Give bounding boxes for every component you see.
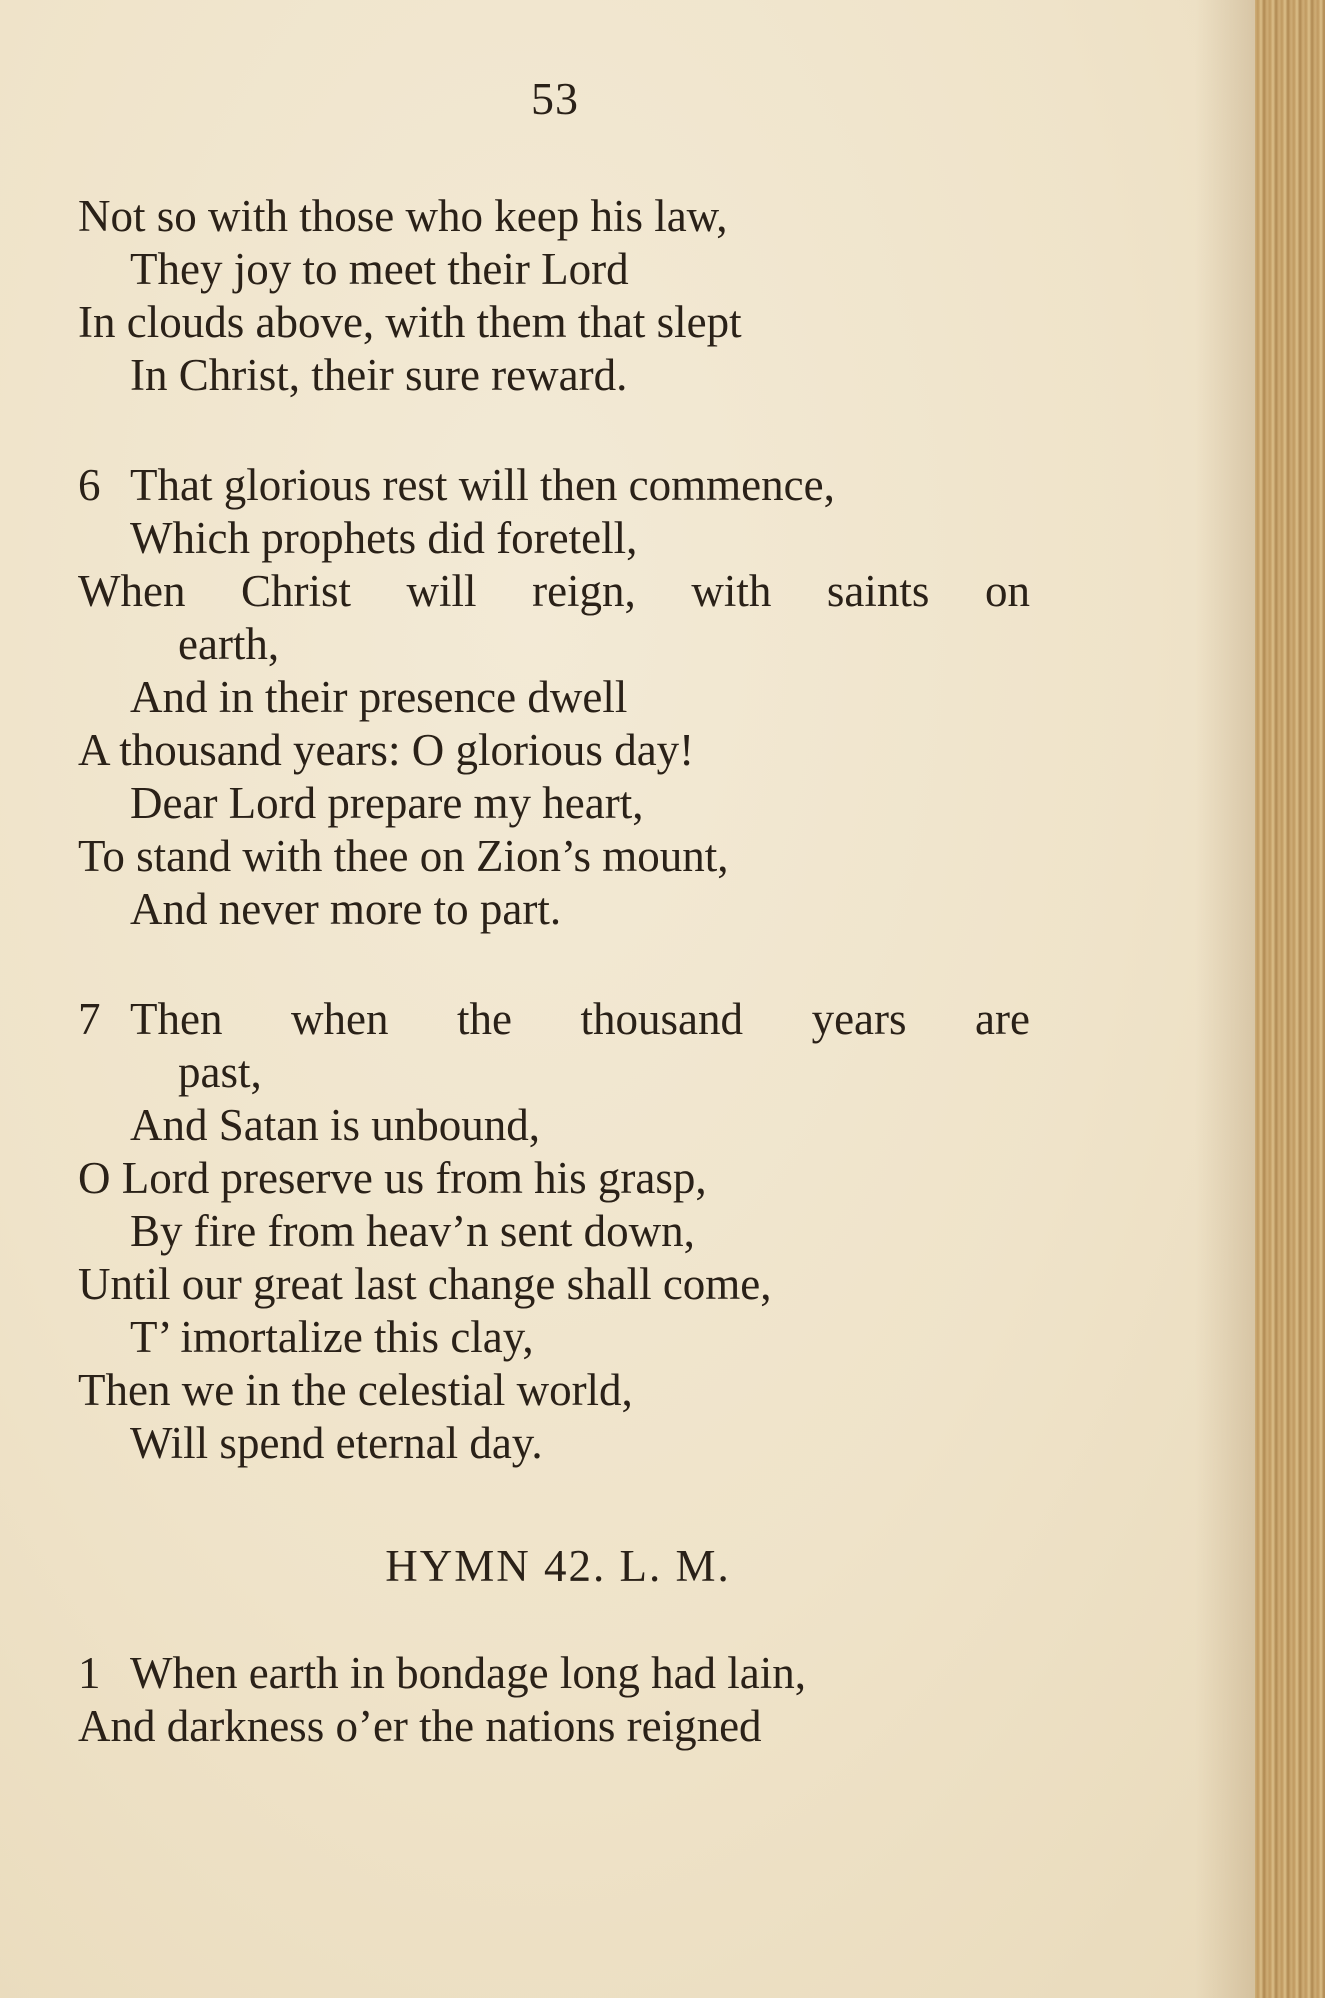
verse-text: That glorious rest will then commence, bbox=[130, 460, 835, 510]
verse-line: Not so with those who keep his law, bbox=[78, 191, 728, 241]
word: reign, bbox=[532, 566, 636, 616]
verse-line: And never more to part. bbox=[130, 884, 562, 934]
word: on bbox=[984, 566, 1030, 616]
verse-line-wrap: past, bbox=[178, 1047, 262, 1097]
verse-line: O Lord preserve us from his grasp, bbox=[78, 1153, 707, 1203]
verse-line: Then we in the celestial world, bbox=[78, 1365, 633, 1415]
verse-line: In clouds above, with them that slept bbox=[78, 297, 742, 347]
hymn-text bbox=[78, 190, 1038, 1753]
verse-line: A thousand years: O glorious day! bbox=[78, 725, 695, 775]
word: are bbox=[975, 994, 1030, 1044]
stanza-number: 6 bbox=[78, 460, 101, 510]
verse-line bbox=[78, 459, 1038, 512]
page-gutter-shadow bbox=[1195, 0, 1255, 1998]
word: thousand bbox=[580, 994, 744, 1044]
word: with bbox=[691, 566, 772, 616]
word: When bbox=[78, 566, 186, 616]
page-edge bbox=[1255, 0, 1325, 1998]
verse-line-justified bbox=[78, 565, 1030, 618]
verse-text: When earth in bondage long had lain, bbox=[130, 1648, 807, 1698]
verse-line-justified bbox=[78, 993, 1030, 1046]
verse-line-wrap: earth, bbox=[178, 619, 280, 669]
verse-line: Will spend eternal day. bbox=[130, 1418, 543, 1468]
word: when bbox=[291, 994, 389, 1044]
verse-line: And in their presence dwell bbox=[130, 672, 628, 722]
verse-line: In Christ, their sure reward. bbox=[130, 350, 628, 400]
stanza-number: 1 bbox=[78, 1648, 101, 1698]
verse-line: To stand with thee on Zion’s mount, bbox=[78, 831, 729, 881]
verse-line: And Satan is unbound, bbox=[130, 1100, 540, 1150]
hymn-heading: HYMN 42. L. M. bbox=[385, 1541, 731, 1591]
verse-line: By fire from heav’n sent down, bbox=[130, 1206, 695, 1256]
verse-line bbox=[78, 1647, 1038, 1700]
word: will bbox=[406, 566, 477, 616]
word: years bbox=[811, 994, 907, 1044]
verse-line: T’ imortalize this clay, bbox=[130, 1312, 534, 1362]
word: the bbox=[457, 994, 512, 1044]
verse-line: And darkness o’er the nations reigned bbox=[78, 1701, 762, 1751]
verse-line: They joy to meet their Lord bbox=[130, 244, 629, 294]
verse-line: Until our great last change shall come, bbox=[78, 1259, 772, 1309]
word: saints bbox=[826, 566, 930, 616]
verse-line: Dear Lord prepare my heart, bbox=[130, 778, 644, 828]
verse-line: Which prophets did foretell, bbox=[130, 513, 638, 563]
page-number: 53 bbox=[531, 73, 579, 124]
word: 7 Then bbox=[78, 994, 223, 1044]
stanza-number: 7 bbox=[78, 994, 101, 1044]
word: Christ bbox=[240, 566, 352, 616]
